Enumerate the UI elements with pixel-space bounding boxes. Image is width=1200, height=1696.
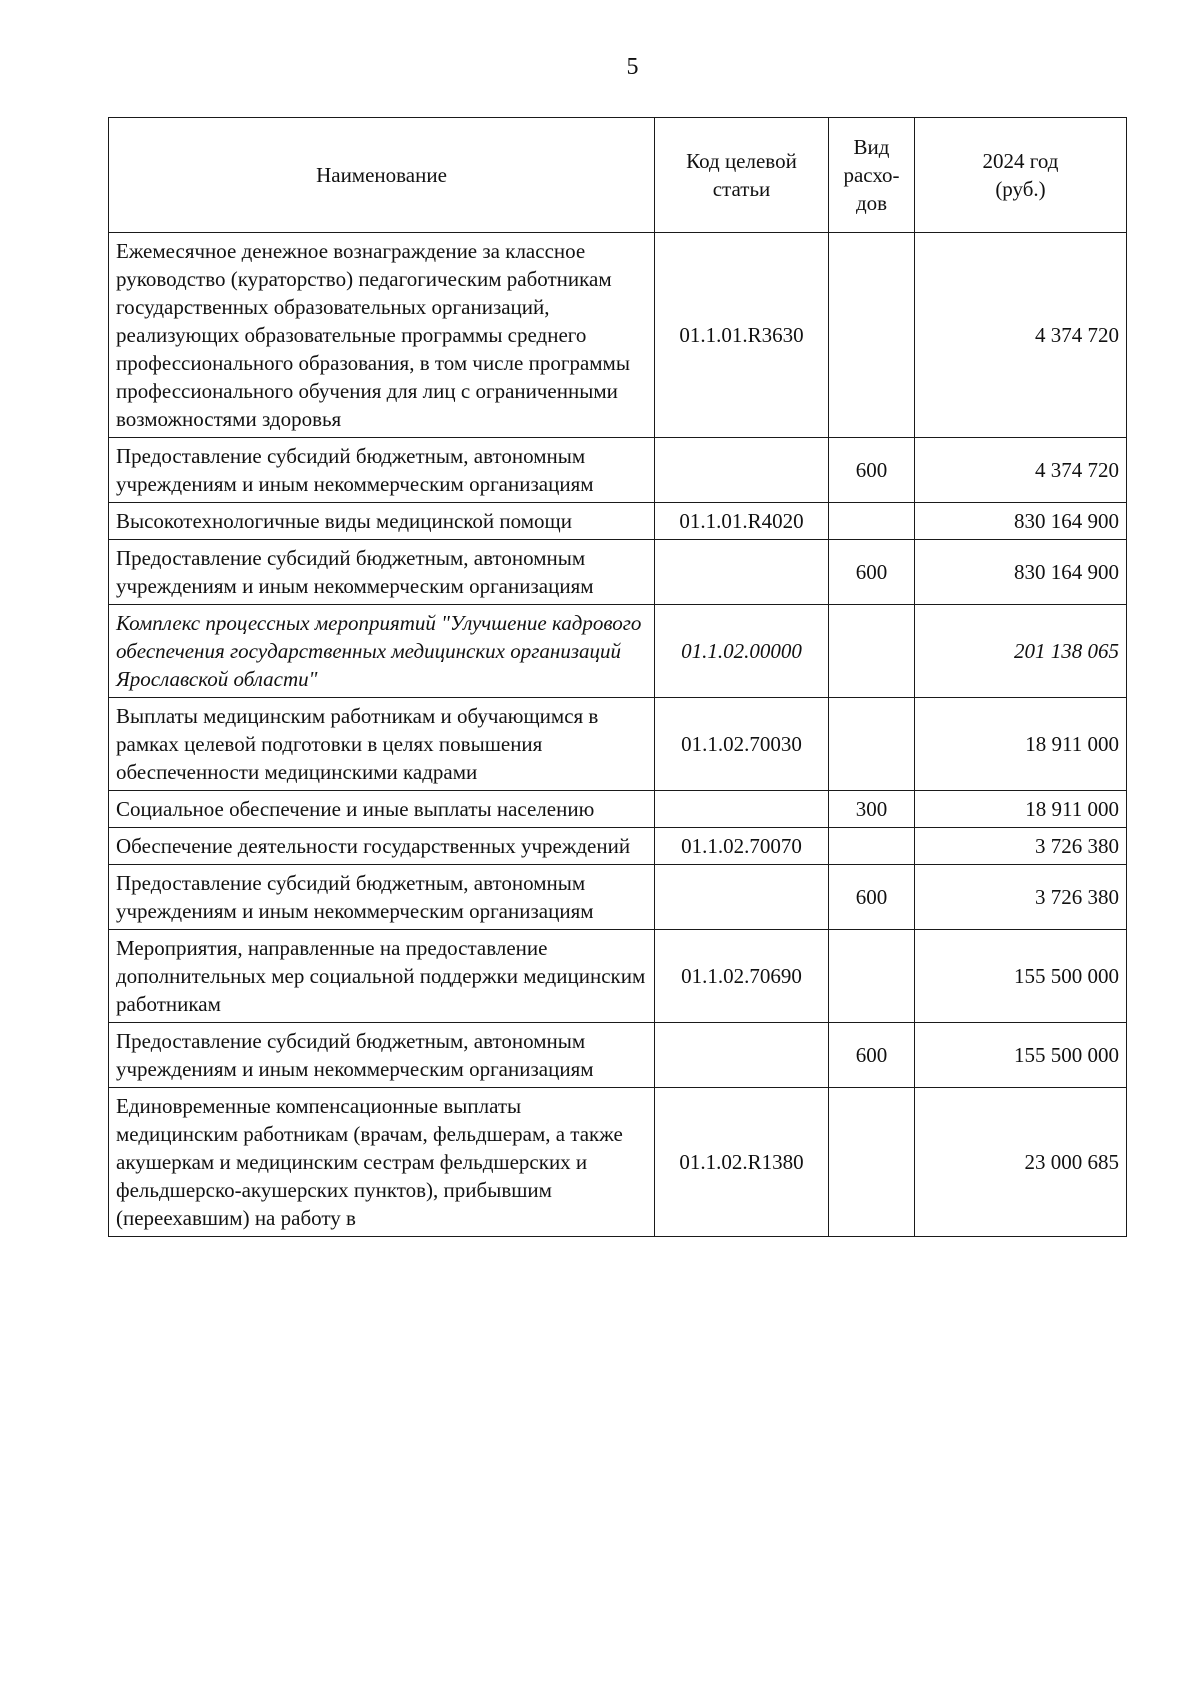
row-name-cell: Единовременные компенсационные выплаты медицинским работникам (врачам, фельдшерам, а также акушеркам и медицинским сестрам фельдшерских и фельдшерско-акушерских пунктов), прибывшим (переехавшим) на работу в xyxy=(109,1088,655,1237)
row-code-cell xyxy=(655,540,829,605)
row-type-cell xyxy=(829,233,915,438)
row-amount-cell: 3 726 380 xyxy=(915,865,1127,930)
row-amount-cell: 4 374 720 xyxy=(915,438,1127,503)
row-amount-cell: 201 138 065 xyxy=(915,605,1127,698)
row-name-cell: Предоставление субсидий бюджетным, автономным учреждениям и иным некоммерческим организациям xyxy=(109,438,655,503)
row-name-cell: Высокотехнологичные виды медицинской помощи xyxy=(109,503,655,540)
column-header-amount-line1: 2024 год xyxy=(982,149,1059,173)
row-amount-cell: 830 164 900 xyxy=(915,503,1127,540)
row-name-cell: Предоставление субсидий бюджетным, автономным учреждениям и иным некоммерческим организациям xyxy=(109,865,655,930)
column-header-amount-line2: (руб.) xyxy=(995,177,1046,201)
column-header-type-line1: Вид xyxy=(853,135,890,159)
row-amount-cell: 23 000 685 xyxy=(915,1088,1127,1237)
row-name-cell: Обеспечение деятельности государственных учреждений xyxy=(109,828,655,865)
table-row xyxy=(109,438,1127,503)
row-type-cell: 600 xyxy=(829,540,915,605)
row-code-cell: 01.1.02.R1380 xyxy=(655,1088,829,1237)
budget-table xyxy=(108,117,1127,1237)
column-header-type-line3: дов xyxy=(855,191,888,215)
row-name-cell: Предоставление субсидий бюджетным, автономным учреждениям и иным некоммерческим организациям xyxy=(109,540,655,605)
row-type-cell: 600 xyxy=(829,1023,915,1088)
column-header-name xyxy=(109,118,655,233)
table-row xyxy=(109,233,1127,438)
row-code-cell xyxy=(655,865,829,930)
table-row xyxy=(109,540,1127,605)
row-name-cell: Выплаты медицинским работникам и обучающимся в рамках целевой подготовки в целях повышения обеспеченности медицинскими кадрами xyxy=(109,698,655,791)
table-row xyxy=(109,698,1127,791)
row-amount-cell: 830 164 900 xyxy=(915,540,1127,605)
column-header-amount xyxy=(915,118,1127,233)
row-type-cell xyxy=(829,930,915,1023)
row-code-cell: 01.1.02.00000 xyxy=(655,605,829,698)
table-row-program-complex xyxy=(109,605,1127,698)
column-header-code xyxy=(655,118,829,233)
row-amount-cell: 155 500 000 xyxy=(915,1023,1127,1088)
row-amount-cell: 18 911 000 xyxy=(915,791,1127,828)
row-amount-cell: 155 500 000 xyxy=(915,930,1127,1023)
column-header-code-line1: Код целевой xyxy=(686,149,797,173)
column-header-name-label: Наименование xyxy=(316,163,447,187)
table-row xyxy=(109,791,1127,828)
row-code-cell xyxy=(655,1023,829,1088)
row-code-cell: 01.1.02.70030 xyxy=(655,698,829,791)
row-amount-cell: 3 726 380 xyxy=(915,828,1127,865)
row-code-cell: 01.1.01.R4020 xyxy=(655,503,829,540)
row-name-cell: Социальное обеспечение и иные выплаты населению xyxy=(109,791,655,828)
row-name-cell: Ежемесячное денежное вознаграждение за классное руководство (кураторство) педагогическим работникам государственных образовательных организаций, реализующих образовательные программы среднего профессионального образования, в том числе программы профессионального обучения для лиц с ограниченными возможностями здоровья xyxy=(109,233,655,438)
row-type-cell: 300 xyxy=(829,791,915,828)
row-type-cell xyxy=(829,503,915,540)
row-name-cell: Предоставление субсидий бюджетным, автономным учреждениям и иным некоммерческим организациям xyxy=(109,1023,655,1088)
table-row xyxy=(109,930,1127,1023)
row-code-cell: 01.1.02.70070 xyxy=(655,828,829,865)
table-row xyxy=(109,865,1127,930)
table-row xyxy=(109,1023,1127,1088)
table-row xyxy=(109,1088,1127,1237)
row-type-cell xyxy=(829,698,915,791)
column-header-code-line2: статьи xyxy=(712,177,771,201)
row-amount-cell: 4 374 720 xyxy=(915,233,1127,438)
column-header-type xyxy=(829,118,915,233)
row-type-cell: 600 xyxy=(829,438,915,503)
row-type-cell xyxy=(829,605,915,698)
row-name-cell: Комплекс процессных мероприятий "Улучшение кадрового обеспечения государственных медицинских организаций Ярославской области" xyxy=(109,605,655,698)
row-code-cell xyxy=(655,791,829,828)
row-code-cell: 01.1.02.70690 xyxy=(655,930,829,1023)
table-row xyxy=(109,828,1127,865)
row-type-cell xyxy=(829,1088,915,1237)
row-type-cell xyxy=(829,828,915,865)
column-header-type-line2: расхо- xyxy=(843,163,900,187)
row-name-cell: Мероприятия, направленные на предоставление дополнительных мер социальной поддержки медицинским работникам xyxy=(109,930,655,1023)
page-number: 5 xyxy=(626,54,639,80)
table-header-row xyxy=(109,118,1127,233)
row-code-cell xyxy=(655,438,829,503)
row-amount-cell: 18 911 000 xyxy=(915,698,1127,791)
row-code-cell: 01.1.01.R3630 xyxy=(655,233,829,438)
table-row xyxy=(109,503,1127,540)
row-type-cell: 600 xyxy=(829,865,915,930)
